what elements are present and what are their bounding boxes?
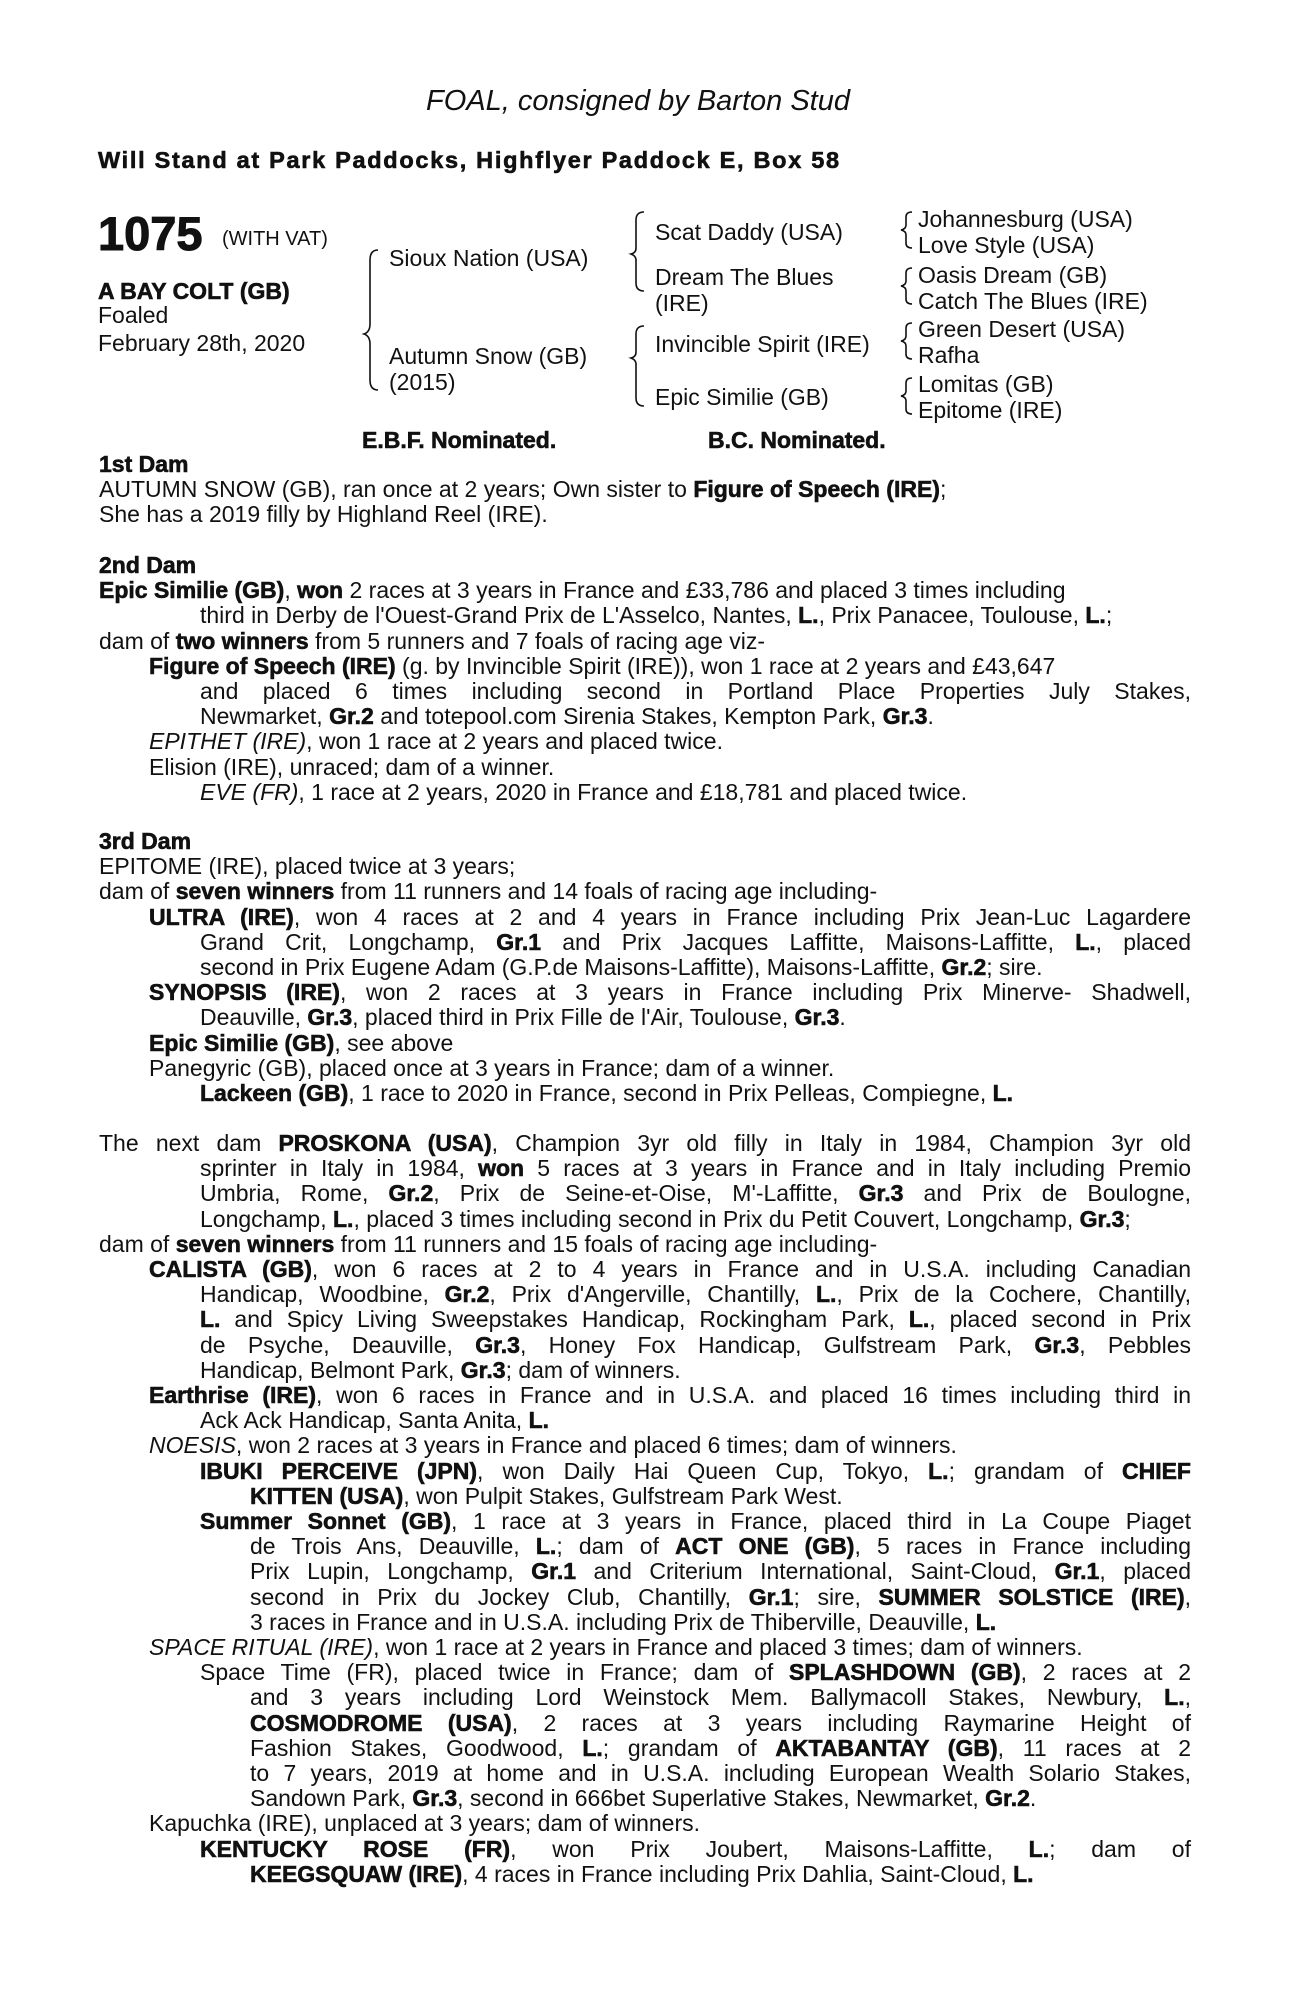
text-line: KITTEN (USA), won Pulpit Stakes, Gulfstream Park West. xyxy=(250,1482,843,1509)
dam-name: Autumn Snow (GB) xyxy=(389,343,588,369)
brace-sire-dam xyxy=(364,250,378,390)
brace-g3-1 xyxy=(901,212,912,248)
text-line: Elision (IRE), unraced; dam of a winner. xyxy=(149,753,555,780)
text-line: NOESIS, won 2 races at 3 years in France and placed 6 times; dam of winners. xyxy=(149,1432,957,1459)
text-line: dam of two winners from 5 runners and 7 foals of racing age viz- xyxy=(99,627,766,654)
g3-8: Epitome (IRE) xyxy=(918,397,1063,423)
text-line: Space Time (FR), placed twice in France; dam of SPLASHDOWN (GB), 2 races at 2 xyxy=(200,1659,1191,1686)
text-line: Epic Similie (GB), won 2 races at 3 years in France and £33,786 and placed 3 times including xyxy=(99,577,1066,604)
first-dam-section xyxy=(99,452,1191,528)
text-line: IBUKI PERCEIVE (JPN), won Daily Hai Queen Cup, Tokyo, L.; grandam of CHIEF xyxy=(200,1457,1191,1484)
brace-g3-4 xyxy=(901,378,912,414)
text-line: Earthrise (IRE), won 6 races in France and in U.S.A. and placed 16 times including third in xyxy=(149,1382,1191,1409)
g3-5: Green Desert (USA) xyxy=(918,316,1126,342)
text-line: de Psyche, Deauville, Gr.3, Honey Fox Handicap, Gulfstream Park, Gr.3, Pebbles xyxy=(200,1331,1192,1358)
text-line: Sandown Park, Gr.3, second in 666bet Superlative Stakes, Newmarket, Gr.2. xyxy=(250,1785,1037,1812)
text-line: ULTRA (IRE), won 4 races at 2 and 4 years in France including Prix Jean-Luc Lagardere xyxy=(149,903,1191,930)
sire: Sioux Nation (USA) xyxy=(389,245,589,271)
text-line: Handicap, Woodbine, Gr.2, Prix d'Angerville, Chantilly, L., Prix de la Cochere, Chantilly, xyxy=(200,1281,1191,1308)
foaled-date: February 28th, 2020 xyxy=(98,330,306,356)
text-line: and placed 6 times including second in Portland Place Properties July Stakes, xyxy=(200,678,1191,705)
text-line: KEEGSQUAW (IRE), 4 races in France including Prix Dahlia, Saint-Cloud, L. xyxy=(250,1860,1034,1887)
text-line: and 3 years including Lord Weinstock Mem. Ballymacoll Stakes, Newbury, L., xyxy=(250,1684,1191,1711)
text-line: Epic Similie (GB), see above xyxy=(149,1029,454,1056)
dam-dam: Epic Similie (GB) xyxy=(655,384,829,410)
text-line: EVE (FR), 1 race at 2 years, 2020 in France and £18,781 and placed twice. xyxy=(200,778,968,805)
third-dam-section xyxy=(99,829,1191,1106)
text-line: Prix Lupin, Longchamp, Gr.1 and Criterium International, Saint-Cloud, Gr.1, placed xyxy=(250,1558,1191,1585)
text-line: AUTUMN SNOW (GB), ran once at 2 years; Own sister to Figure of Speech (IRE); xyxy=(99,476,947,503)
text-line: third in Derby de l'Ouest-Grand Prix de L'Asselco, Nantes, L., Prix Panacee, Toulouse, L.; xyxy=(200,602,1113,629)
text-line: Deauville, Gr.3, placed third in Prix Fille de l'Air, Toulouse, Gr.3. xyxy=(200,1004,846,1031)
next-dam-section xyxy=(99,1131,1191,1887)
g3-6: Rafha xyxy=(918,342,980,368)
section-heading: 2nd Dam xyxy=(99,552,197,578)
g3-1: Johannesburg (USA) xyxy=(918,206,1133,232)
text-line: dam of seven winners from 11 runners and 15 foals of racing age including- xyxy=(99,1230,878,1257)
consignment-title: FOAL, consigned by Barton Stud xyxy=(426,85,850,117)
text-line: Panegyric (GB), placed once at 3 years in France; dam of a winner. xyxy=(149,1054,835,1081)
text-line: Ack Ack Handicap, Santa Anita, L. xyxy=(200,1407,550,1434)
ebf-nomination: E.B.F. Nominated. xyxy=(362,427,557,453)
brace-dam-parents xyxy=(631,326,644,406)
text-line: sprinter in Italy in 1984, won 5 races at 3 years in France and in Italy including Premio xyxy=(200,1155,1192,1182)
vat-label: (WITH VAT) xyxy=(222,228,328,250)
g3-7: Lomitas (GB) xyxy=(918,371,1054,397)
text-line: The next dam PROSKONA (USA), Champion 3yr old filly in Italy in 1984, Champion 3yr old xyxy=(99,1130,1191,1156)
brace-sire-parents xyxy=(631,212,644,291)
location-line: Will Stand at Park Paddocks, Highflyer Paddock E, Box 58 xyxy=(98,147,841,173)
text-line: de Trois Ans, Deauville, L.; dam of ACT ONE (GB), 5 races in France including xyxy=(250,1533,1192,1560)
lot-name: A BAY COLT (GB) xyxy=(98,278,290,304)
text-line: COSMODROME (USA), 2 races at 3 years including Raymarine Height of xyxy=(250,1709,1191,1736)
brace-g3-2 xyxy=(901,268,912,304)
text-line: EPITHET (IRE), won 1 race at 2 years and placed twice. xyxy=(149,728,723,755)
sire-dam-country: (IRE) xyxy=(655,290,709,316)
second-dam-section xyxy=(99,553,1191,805)
sire-sire: Scat Daddy (USA) xyxy=(655,219,843,245)
g3-2: Love Style (USA) xyxy=(918,232,1095,258)
bc-nomination: B.C. Nominated. xyxy=(708,427,886,453)
section-heading: 3rd Dam xyxy=(99,828,192,854)
text-line: Lackeen (GB), 1 race to 2020 in France, second in Prix Pelleas, Compiegne, L. xyxy=(200,1080,1014,1107)
text-line: Summer Sonnet (GB), 1 race at 3 years in France, placed third in La Coupe Piaget xyxy=(200,1508,1191,1535)
text-line: Grand Crit, Longchamp, Gr.1 and Prix Jacques Laffitte, Maisons-Laffitte, L., placed xyxy=(200,928,1191,955)
text-line: to 7 years, 2019 at home and in U.S.A. including European Wealth Solario Stakes, xyxy=(250,1760,1191,1787)
sire-dam: Dream The Blues xyxy=(655,264,834,290)
brace-g3-3 xyxy=(901,323,912,359)
foaled-label: Foaled xyxy=(98,302,169,328)
g3-3: Oasis Dream (GB) xyxy=(918,262,1108,288)
text-line: SPACE RITUAL (IRE), won 1 race at 2 years in France and placed 3 times; dam of winners. xyxy=(149,1634,1083,1661)
lot-number: 1075 xyxy=(98,207,203,260)
text-line: second in Prix du Jockey Club, Chantilly, Gr.1; sire, SUMMER SOLSTICE (IRE), xyxy=(250,1583,1192,1610)
text-line: Longchamp, L., placed 3 times including second in Prix du Petit Couvert, Longchamp, Gr.3; xyxy=(200,1205,1131,1232)
text-line: dam of seven winners from 11 runners and 14 foals of racing age including- xyxy=(99,878,878,905)
text-line: CALISTA (GB), won 6 races at 2 to 4 years in France and in U.S.A. including Canadian xyxy=(149,1256,1191,1283)
text-line: Figure of Speech (IRE) (g. by Invincible Spirit (IRE)), won 1 race at 2 years and £43,647 xyxy=(149,652,1056,679)
text-line: Kapuchka (IRE), unplaced at 3 years; dam of winners. xyxy=(149,1810,701,1837)
text-line: Newmarket, Gr.2 and totepool.com Sirenia Stakes, Kempton Park, Gr.3. xyxy=(200,703,934,730)
text-line: second in Prix Eugene Adam (G.P.de Maisons-Laffitte), Maisons-Laffitte, Gr.2; sire. xyxy=(200,954,1043,981)
text-line: 3 races in France and in U.S.A. including Prix de Thiberville, Deauville, L. xyxy=(250,1608,997,1635)
dam-sire: Invincible Spirit (IRE) xyxy=(655,331,870,357)
text-line: She has a 2019 filly by Highland Reel (IRE). xyxy=(99,501,548,528)
dam-year: (2015) xyxy=(389,369,456,395)
section-heading: 1st Dam xyxy=(99,451,189,477)
text-line: Fashion Stakes, Goodwood, L.; grandam of AKTABANTAY (GB), 11 races at 2 xyxy=(250,1734,1191,1761)
text-line: Umbria, Rome, Gr.2, Prix de Seine-et-Oise, M'-Laffitte, Gr.3 and Prix de Boulogne, xyxy=(200,1180,1191,1207)
text-line: KENTUCKY ROSE (FR), won Prix Joubert, Maisons-Laffitte, L.; dam of xyxy=(200,1835,1191,1862)
g3-4: Catch The Blues (IRE) xyxy=(918,288,1148,314)
text-line: SYNOPSIS (IRE), won 2 races at 3 years in France including Prix Minerve- Shadwell, xyxy=(149,979,1191,1006)
text-line: L. and Spicy Living Sweepstakes Handicap, Rockingham Park, L., placed second in Prix xyxy=(200,1306,1192,1333)
text-line: Handicap, Belmont Park, Gr.3; dam of winners. xyxy=(200,1356,681,1383)
text-line: EPITOME (IRE), placed twice at 3 years; xyxy=(99,853,516,880)
